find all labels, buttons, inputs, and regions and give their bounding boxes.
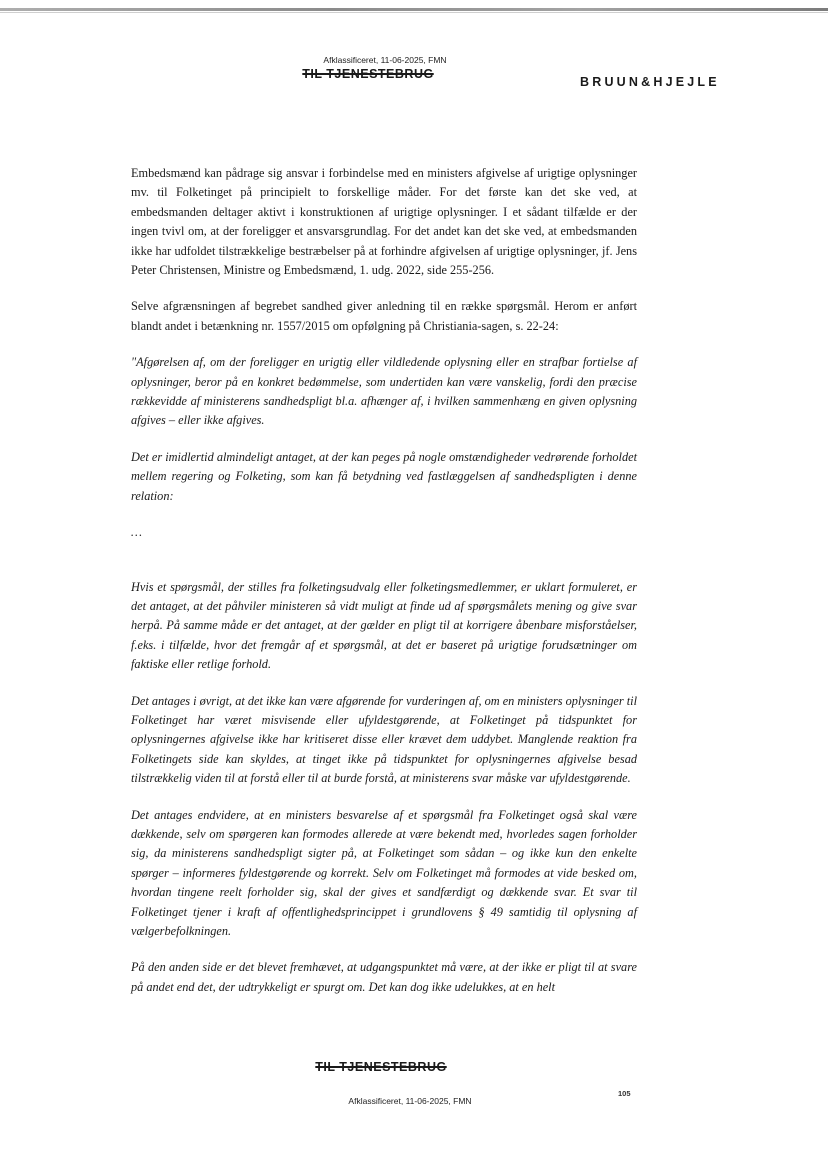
quote-paragraph: Det antages endvidere, at en ministers besvarelse af et spørgsmål fra Folketinget også skal være dækkende, selv om spørgeren kan formodes allerede at være bekendt med, hvorledes sagen forholder sig, da ministerens sandhedspligt sigter på, at Folketinget som sådan – og ikke kun den enkelte spørger – informeres fyldestgørende og korrekt. Selv om Folketinget må formodes at vide besked om, hvordan tingene reelt forholder sig, skal der gives et sandfærdigt og dækkende svar. Et svar til Folketinget tjener i kraft af offentlighedsprincippet i grundlovens § 49 samtidig til oplysning af vælgerbefolkningen. bbox=[131, 807, 637, 938]
firm-logo: BRUUN&HJEJLE bbox=[580, 75, 720, 89]
scan-edge-line bbox=[0, 8, 828, 11]
paragraph: Selve afgrænsningen af begrebet sandhed giver anledning til en række spørgsmål. Herom er anført blandt andet i betænkning nr. 1557/2015 om opfølgning på Christiania-sagen, s. 22-24: bbox=[131, 299, 637, 333]
quote-paragraph: "Afgørelsen af, om der foreligger en urigtig eller vildledende oplysning eller en strafbar fortielse af oplysninger, beror på en konkret bedømmelse, som undertiden kan være vanskelig, fordi den præcise rækkevidde af ministerens sandhedspligt bl.a. afhænger af, i hvilken sammenhæng en given oplysning afgives – eller ikke afgives. bbox=[131, 355, 637, 428]
page-number: 105 bbox=[618, 1089, 631, 1098]
declassified-stamp-bottom: Afklassificeret, 11-06-2025, FMN bbox=[348, 1096, 472, 1106]
quote-paragraph: Det er imidlertid almindeligt antaget, at der kan peges på nogle omstændigheder vedrørende forholdet mellem regering og Folketing, som kan få betydning ved fastlæggelsen af sandhedspligten i denne relation: bbox=[131, 449, 637, 503]
quote-paragraph: På den anden side er det blevet fremhævet, at udgangspunktet må være, at der ikke er pligt til at svare på andet end det, der udtrykkeligt er spurgt om. Det kan dog ikke udelukkes, at en helt bbox=[131, 960, 637, 994]
declassified-stamp-top: Afklassificeret, 11-06-2025, FMN bbox=[323, 55, 447, 65]
classification-marking-bottom: TIL TJENESTEBRUG bbox=[315, 1060, 447, 1074]
document-body bbox=[131, 164, 637, 1014]
paragraph: Embedsmænd kan pådrage sig ansvar i forbindelse med en ministers afgivelse af urigtige oplysninger mv. til Folketinget på principielt to forskellige måder. For det første kan det ske ved, at embedsmanden deltager aktivt i konstruktionen af urigtige oplysninger. I et sådant tilfælde er der ingen tvivl om, at der foreligger et ansvarsgrundlag. For det andet kan det ske ved, at embedsmanden ikke har udfoldet tilstrækkelige bestræbelser på at forhindre afgivelsen af urigtige oplysninger, jf. Jens Peter Christensen, Ministre og Embedsmænd, 1. udg. 2022, side 255-256. bbox=[131, 166, 637, 278]
quote-paragraph: Det antages i øvrigt, at det ikke kan være afgørende for vurderingen af, om en ministers oplysninger til Folketinget har været misvisende eller ufyldestgørende, at Folketinget på tidspunktet for oplysningernes afgivelse ikke har kritiseret disse eller krævet dem uddybet. Manglende reaktion fra Folketingets side kan skyldes, at tinget ikke på tidspunktet for oplysningernes afgivelse besad tilstrækkelig viden til at forstå eller til at burde forstå, at ministerens svar måske var ufyldestgørende. bbox=[131, 693, 637, 786]
classification-marking-top: TIL TJENESTEBRUG bbox=[302, 67, 434, 81]
scan-edge-line-faint bbox=[0, 12, 828, 13]
quote-ellipsis: … bbox=[131, 525, 142, 540]
quote-paragraph: Hvis et spørgsmål, der stilles fra folketingsudvalg eller folketingsmedlemmer, er uklart formuleret, er det antaget, at det påhviler ministeren så vidt muligt at finde ud af spørgsmålets mening og give svar herpå. På samme måde er det antaget, at der gælder en pligt til at korrigere åbenbare misforståelser, f.eks. i tilfælde, hvor det fremgår af et spørgsmål, at det er baseret på urigtige forudsætninger om faktiske eller retlige forhold. bbox=[131, 579, 637, 672]
